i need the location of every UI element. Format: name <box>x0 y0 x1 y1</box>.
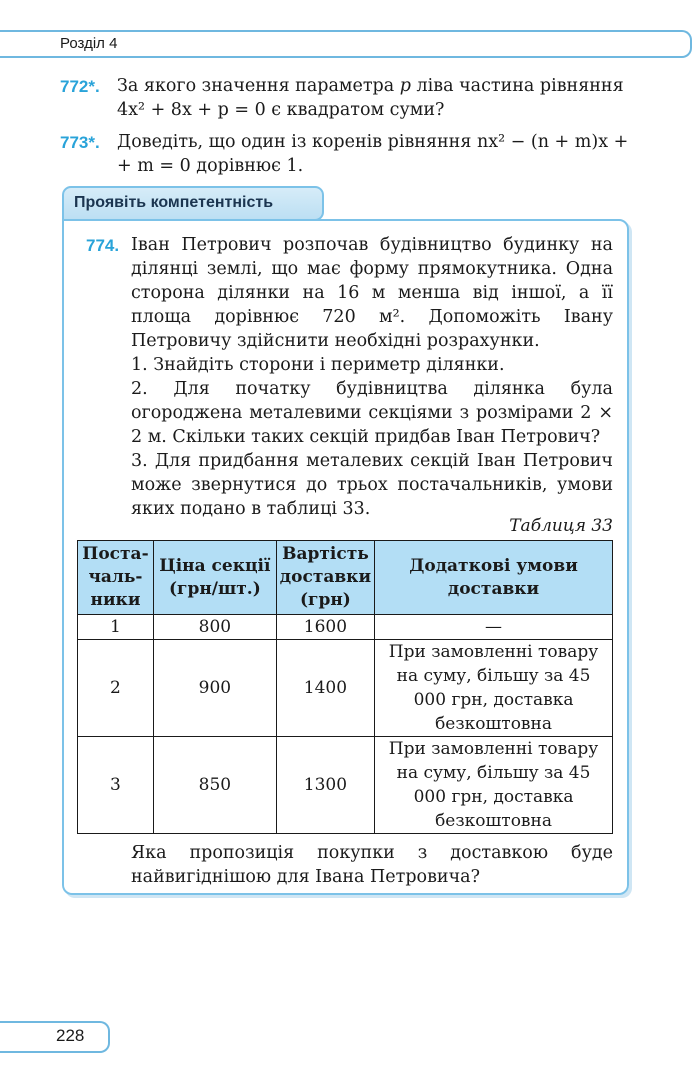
table-cell: 3 <box>78 737 154 834</box>
header-conditions: Додаткові умови доставки <box>375 541 613 615</box>
problem-772-line1: За якого значення параметра p ліва частина рівняння <box>117 76 624 96</box>
table-cell: 1400 <box>276 640 374 737</box>
table-cell: 2 <box>78 640 154 737</box>
problem-772-text <box>117 74 627 122</box>
table-caption: Таблиця 33 <box>509 516 613 536</box>
problem-773-text <box>117 130 632 178</box>
table-cell: 800 <box>153 615 276 640</box>
table-cell: 1 <box>78 615 154 640</box>
section-title: Розділ 4 <box>60 35 118 52</box>
table-cell: При замовленні товару на суму, більшу за 45 000 грн, доставка безкоштовна <box>375 737 613 834</box>
problem-774-text <box>131 233 613 521</box>
page-number: 228 <box>56 1026 85 1045</box>
suppliers-table <box>77 540 613 834</box>
table-cell: — <box>375 615 613 640</box>
header-delivery: Вартість доставки (грн) <box>276 541 374 615</box>
problem-773-line2: + m = 0 дорівнює 1. <box>117 156 304 176</box>
table-header-row <box>78 541 613 615</box>
page-number-box <box>0 1021 110 1053</box>
table-cell: 1300 <box>276 737 374 834</box>
header-suppliers: Поста-чаль-ники <box>78 541 154 615</box>
header-price: Ціна секції (грн/шт.) <box>153 541 276 615</box>
problem-772-line2: 4x² + 8x + p = 0 є квадратом суми? <box>117 100 445 120</box>
problem-773-number: 773*. <box>60 133 100 152</box>
table-row <box>78 615 613 640</box>
problem-774-intro: Іван Петрович розпочав будівництво будинку на ділянці землі, що має форму прямокутника. Одна сторона ділянки на 16 м менша від іншої, а її площа дорівнює 720 м². Допоможіть Івану Петровичу здійснити необхідні розрахунки. <box>131 235 613 351</box>
table-row <box>78 640 613 737</box>
table-cell: 1600 <box>276 615 374 640</box>
competence-tab: Проявіть компетентність <box>62 186 324 221</box>
table-cell: При замовленні товару на суму, більшу за 45 000 грн, доставка безкоштовна <box>375 640 613 737</box>
final-question: Яка пропозиція покупки з доставкою буде найвигіднішою для Івана Петровича? <box>131 843 613 887</box>
table-cell: 900 <box>153 640 276 737</box>
problem-772-number: 772*. <box>60 77 100 96</box>
table-cell: 850 <box>153 737 276 834</box>
problem-773-line1: Доведіть, що один із коренів рівняння nx² − (n + m)x + <box>117 132 629 152</box>
problem-774-q1: 1. Знайдіть сторони і периметр ділянки. <box>131 355 505 375</box>
table-row <box>78 737 613 834</box>
problem-774-q2: 2. Для початку будівництва ділянка була огороджена металевими секціями з розмірами 2 × 2 м. Скільки таких секцій придбав Іван Петрович? <box>131 379 613 447</box>
problem-774-q3: 3. Для придбання металевих секцій Іван Петрович може звернутися до трьох постачальників, умови яких подано в таблиці 33. <box>131 451 613 519</box>
problem-774-number: 774. <box>86 236 120 255</box>
